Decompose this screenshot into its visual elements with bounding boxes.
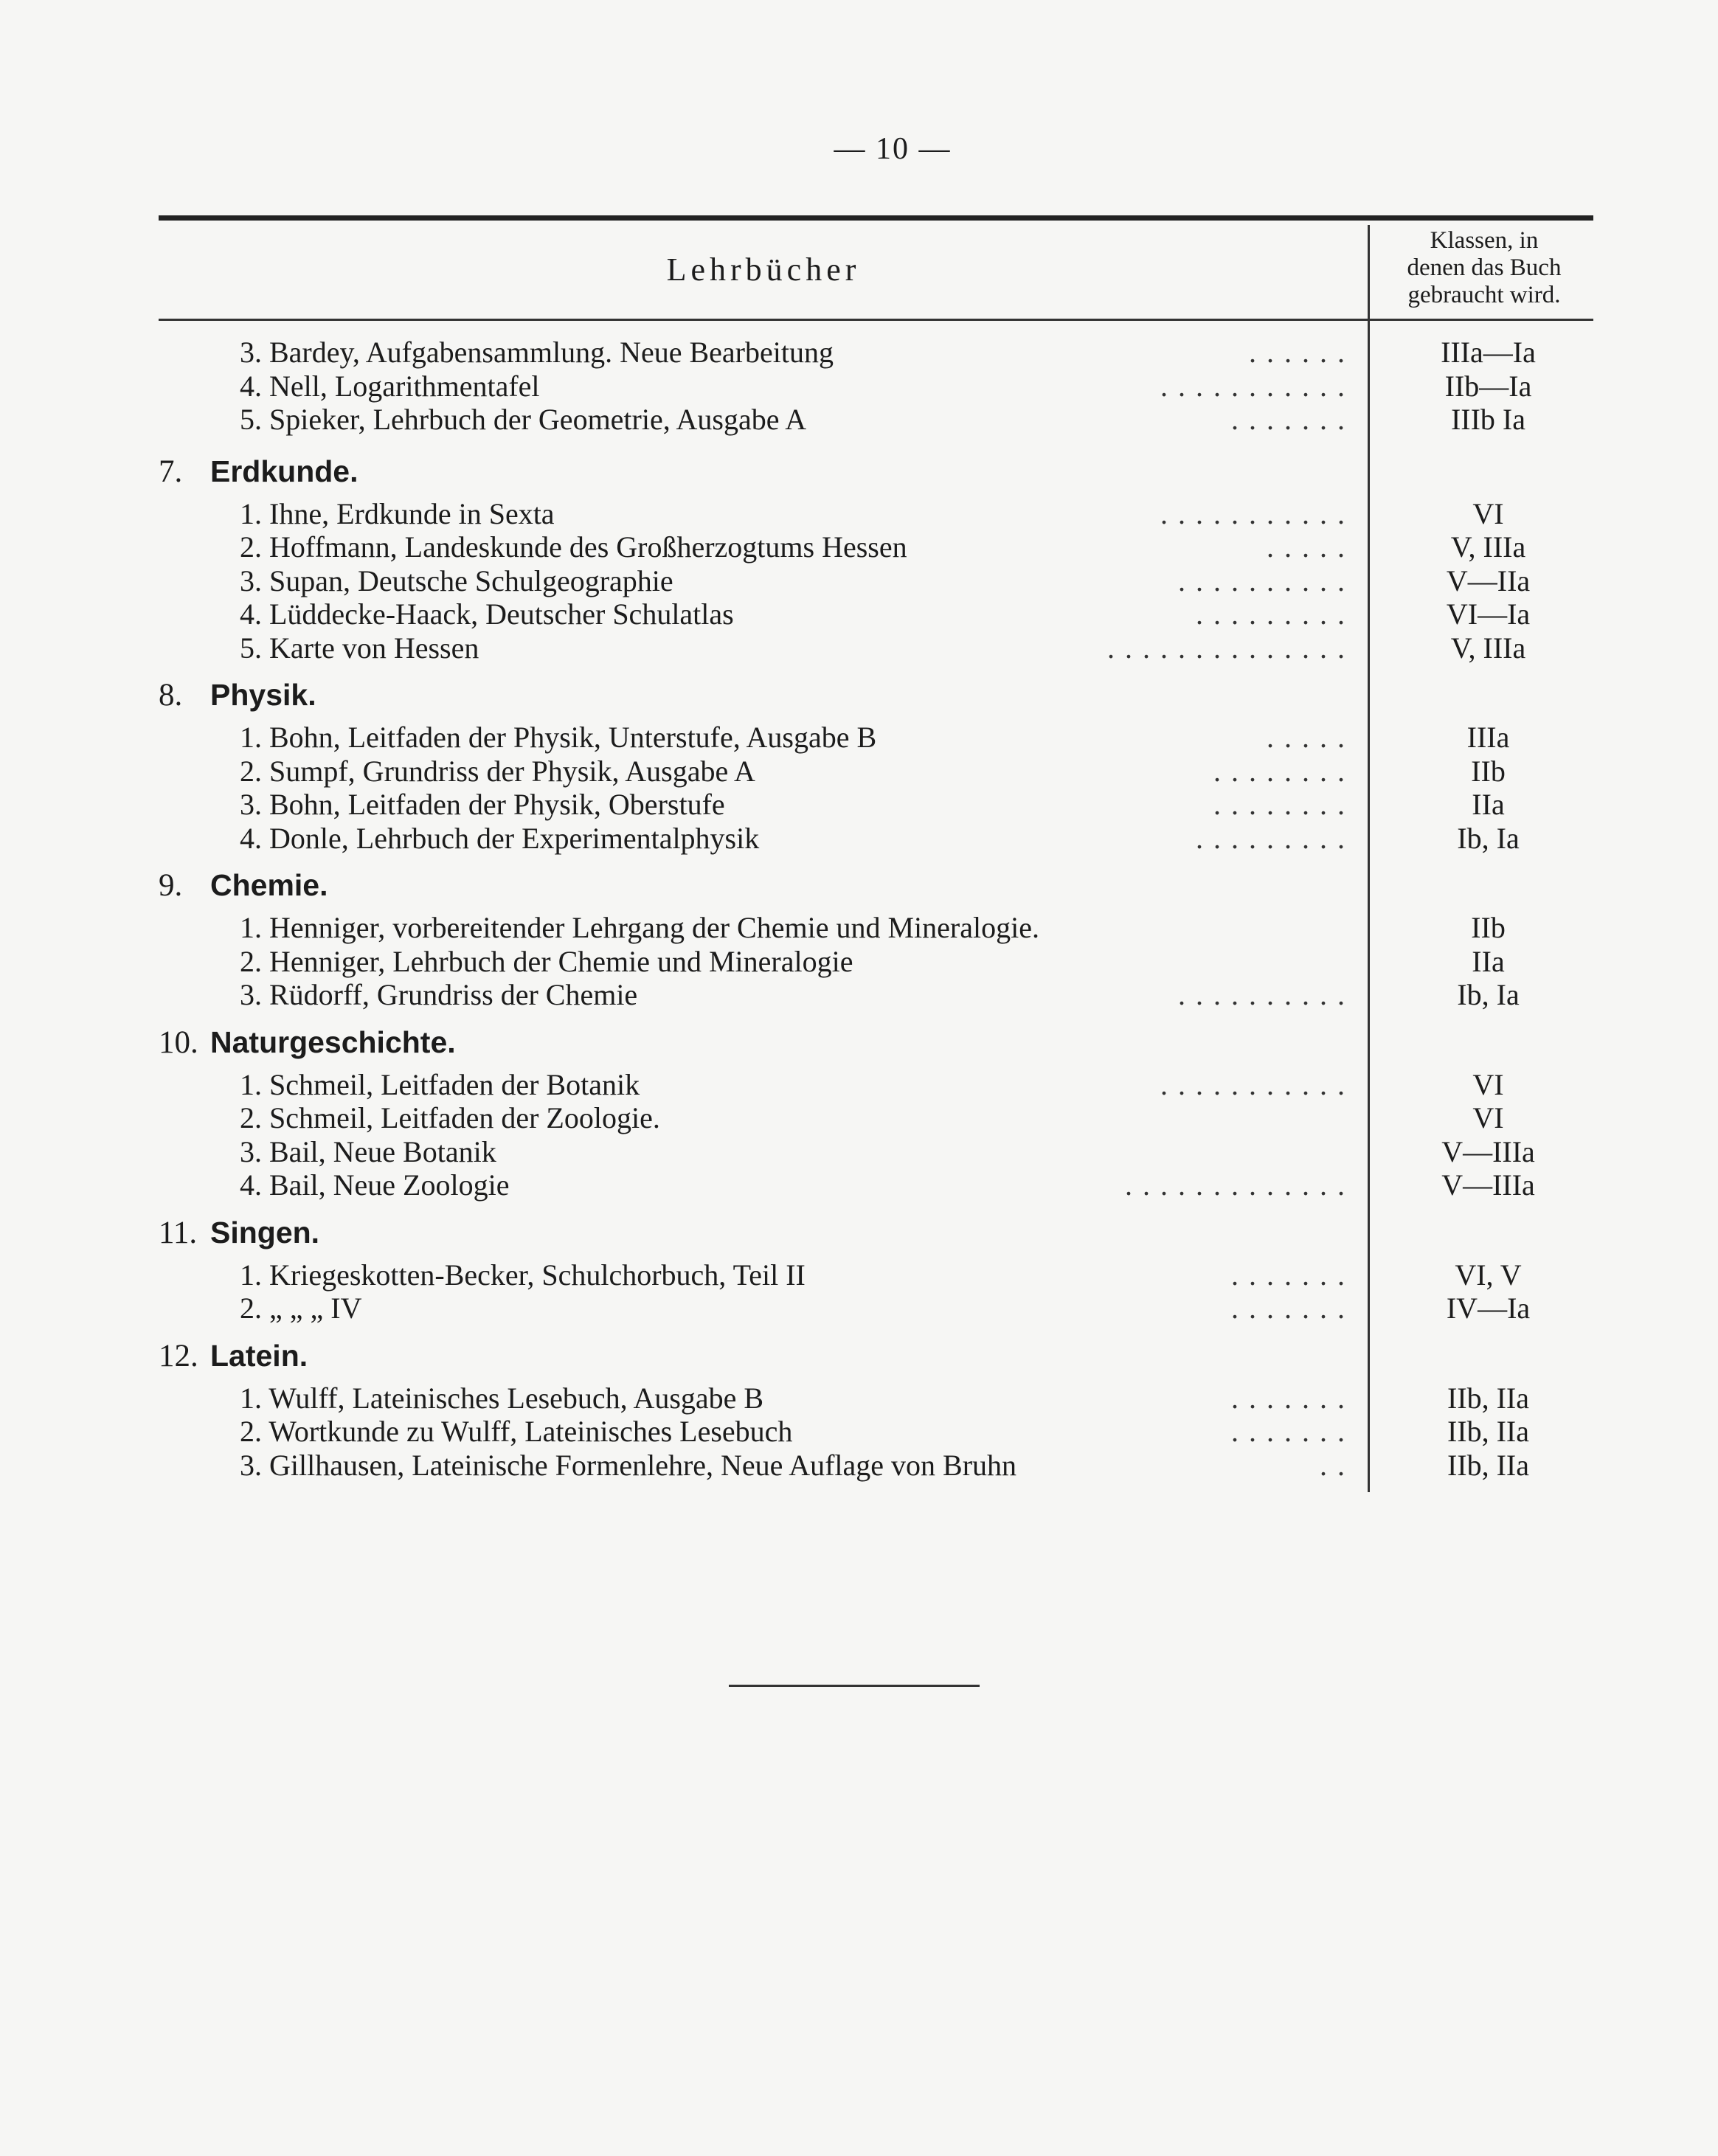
leader-dots: . . . . . . . . . . [1178,564,1346,597]
subject-heading [159,1202,1593,1258]
book-title: 4. Nell, Logarithmentafel [240,369,540,403]
book-row [159,1292,1593,1325]
book-classes: V—IIIa [1441,1134,1535,1168]
book-title: 2. Schmeil, Leitfaden der Zoologie. [240,1101,660,1134]
book-classes: Ib, Ia [1457,978,1520,1011]
book-title: 2. Wortkunde zu Wulff, Lateinisches Lesebuch [240,1415,793,1448]
leader-dots: . . . . . . . . [1213,788,1346,821]
book-classes: VI, V [1455,1258,1522,1292]
leader-dots: . . . . . . . . . . . [1160,496,1346,530]
header-side-line: denen das Buch [1407,254,1562,281]
subject-title: Latein. [210,1338,308,1373]
book-classes: IIb [1471,911,1506,944]
table-header-classes [1374,227,1595,309]
leader-dots: . . . . . . . . [1213,754,1346,788]
book-row [159,1135,1593,1169]
subject-title: Naturgeschichte. [210,1025,456,1059]
subject-heading [159,1012,1593,1068]
book-title: 4. Donle, Lehrbuch der Experimentalphysik [240,821,760,855]
book-title: 1. Kriegeskotten-Becker, Schulchorbuch, Teil II [240,1258,806,1292]
book-classes: V—IIIa [1441,1168,1535,1202]
book-classes: IIa [1472,788,1505,821]
leader-dots: . . . . . . . [1231,1381,1346,1415]
subject-number: 8. [159,678,183,713]
book-title: 2. Hoffmann, Landeskunde des Großherzogtums Hessen [240,530,907,564]
book-title: 3. Bohn, Leitfaden der Physik, Oberstufe [240,788,725,821]
book-classes: Ib, Ia [1457,821,1520,855]
book-title: 1. Ihne, Erdkunde in Sexta [240,496,555,530]
book-row [159,945,1593,979]
book-row [159,403,1593,437]
book-row [159,1382,1593,1415]
book-classes: IIb, IIa [1447,1415,1530,1448]
table-top-rule [159,215,1593,221]
end-rule [729,1685,980,1687]
book-title: 4. Lüddecke-Haack, Deutscher Schulatlas [240,597,734,631]
book-title: 4. Bail, Neue Zoologie [240,1168,510,1202]
leader-dots: . . . . . [1267,721,1346,754]
table-header-rule [159,319,1593,321]
book-classes: VI—Ia [1446,597,1531,631]
leader-dots: . . . . . . . . . . . . . [1125,1168,1346,1202]
subject-heading [159,441,1593,497]
leader-dots: . . . . . . . . . . [1178,978,1346,1011]
book-classes: IIa [1472,944,1505,978]
table-header-title: Lehrbücher [666,252,861,288]
book-classes: V, IIIa [1450,631,1526,665]
book-title: 3. Bardey, Aufgabensammlung. Neue Bearbeitung [240,336,834,369]
book-classes: V—IIa [1446,564,1531,597]
book-classes: IIIa [1466,721,1510,754]
subject-heading [159,1325,1593,1382]
book-title: 2. Henniger, Lehrbuch der Chemie und Mineralogie [240,944,853,978]
book-title: 3. Gillhausen, Lateinische Formenlehre, Neue Auflage von Bruhn [240,1448,1017,1482]
subject-number: 11. [159,1215,198,1250]
book-classes: IV—Ia [1446,1292,1531,1325]
book-title: 5. Spieker, Lehrbuch der Geometrie, Ausgabe A [240,403,807,436]
subject-heading [159,665,1593,721]
book-row [159,1449,1593,1483]
book-title: 3. Rüdorff, Grundriss der Chemie [240,978,638,1011]
subject-title: Physik. [210,678,316,712]
book-title: 2. „ „ „ IV [240,1292,362,1325]
subject-section [159,855,1593,1012]
book-row [159,721,1593,755]
leader-dots: . . . . . . . [1231,1292,1346,1325]
book-row [159,597,1593,631]
leader-dots: . . . . . [1267,530,1346,564]
subject-title: Chemie. [210,868,328,902]
header-side-line: Klassen, in [1430,227,1539,254]
leader-dots: . . . . . . . . . [1196,821,1346,855]
leader-dots: . . . . . . . [1231,403,1346,436]
book-row [159,336,1593,370]
book-title: 3. Bail, Neue Botanik [240,1134,496,1168]
book-row [159,564,1593,598]
leader-dots: . . . . . . . [1231,1258,1346,1292]
book-classes: IIb, IIa [1447,1448,1530,1482]
leader-dots: . . . . . . . . . . . [1160,1067,1346,1101]
book-title: 1. Bohn, Leitfaden der Physik, Unterstufe, Ausgabe B [240,721,877,754]
book-row [159,755,1593,788]
book-title: 3. Supan, Deutsche Schulgeographie [240,564,673,597]
book-title: 1. Schmeil, Leitfaden der Botanik [240,1067,640,1101]
leader-dots: . . . . . . . [1231,1415,1346,1448]
book-title: 5. Karte von Hessen [240,631,479,665]
leader-dots: . . . . . . . . . [1196,597,1346,631]
book-classes: VI [1472,496,1504,530]
book-row [159,822,1593,856]
leader-dots: . . [1320,1448,1346,1482]
book-row [159,1258,1593,1292]
book-classes: IIIb Ia [1450,403,1526,436]
book-row [159,631,1593,665]
book-row [159,1168,1593,1202]
book-classes: VI [1472,1101,1504,1134]
subject-section [159,336,1593,437]
subject-heading [159,855,1593,911]
book-title: 1. Wulff, Lateinisches Lesebuch, Ausgabe B [240,1381,764,1415]
leader-dots: . . . . . . . . . . . [1160,369,1346,403]
subject-number: 7. [159,454,183,489]
leader-dots: . . . . . . [1249,336,1346,369]
book-classes: IIb, IIa [1447,1381,1530,1415]
subject-number: 10. [159,1025,198,1060]
subject-title: Erdkunde. [210,454,359,488]
book-classes: IIIa—Ia [1441,336,1536,369]
book-row [159,978,1593,1012]
book-classes: IIb [1471,754,1506,788]
leader-dots: . . . . . . . . . . . . . . [1107,631,1346,665]
book-row [159,1068,1593,1102]
book-title: 1. Henniger, vorbereitender Lehrgang der Chemie und Mineralogie. [240,911,1039,944]
book-row [159,530,1593,564]
subject-section [159,1202,1593,1325]
subject-number: 9. [159,868,183,903]
textbook-list [159,327,1593,1482]
book-row [159,911,1593,945]
book-row [159,1415,1593,1449]
subject-section [159,1012,1593,1202]
book-row [159,370,1593,403]
subject-number: 12. [159,1338,198,1373]
book-row [159,788,1593,822]
book-classes: V, IIIa [1450,530,1526,564]
header-side-line: gebraucht wird. [1407,282,1561,308]
subject-section [159,665,1593,855]
book-classes: VI [1472,1067,1504,1101]
page-number: — 10 — [834,132,952,166]
book-title: 2. Sumpf, Grundriss der Physik, Ausgabe A [240,754,755,788]
subject-section [159,1325,1593,1483]
book-row [159,1101,1593,1135]
subject-section [159,441,1593,665]
subject-title: Singen. [210,1215,320,1249]
book-classes: IIb—Ia [1444,369,1532,403]
book-row [159,497,1593,531]
